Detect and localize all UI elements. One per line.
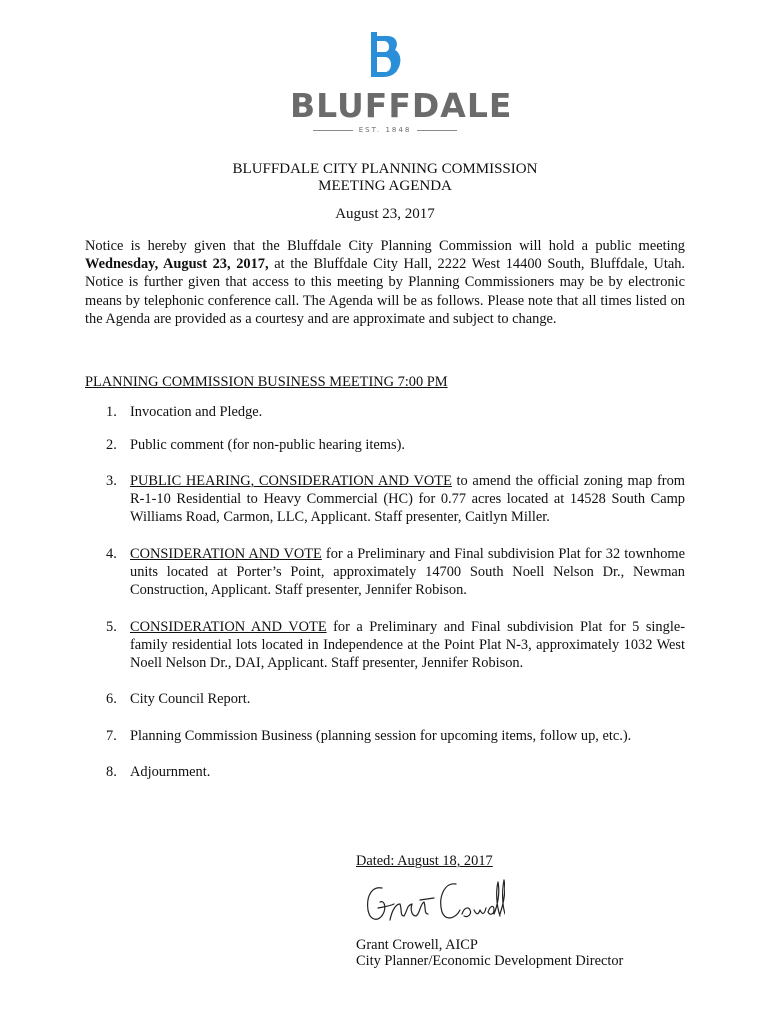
signer-name: Grant Crowell, AICP [356,937,478,953]
agenda-item-number: 4. [106,546,117,562]
agenda-item-text: Public comment (for non-public hearing items). [130,437,405,453]
logo-rule-right [417,130,457,131]
agenda-item-number: 1. [106,404,117,420]
signer-title: City Planner/Economic Development Director [356,953,624,969]
agenda-item-text [130,618,685,673]
meeting-date: August 23, 2017 [335,206,435,222]
handwritten-signature [360,874,505,934]
logo-wordmark: BLUFFDALE [290,86,513,125]
section-heading: PLANNING COMMISSION BUSINESS MEETING 7:00 PM [85,374,448,390]
agenda-item-heading: PUBLIC HEARING, CONSIDERATION AND VOTE [130,473,452,489]
agenda-item-heading: CONSIDERATION AND VOTE [130,619,327,635]
agenda-item-number: 7. [106,728,117,744]
agenda-item-text: Planning Commission Business (planning session for upcoming items, follow up, etc.). [130,728,632,744]
logo-established [290,124,480,136]
agenda-item-text: Invocation and Pledge. [130,404,263,420]
agenda-item-body: for a Preliminary and Final subdivision Plat for 5 single-family residential lots located in Independence at the Point Plat N-3, approximately 1032 West Noell Nelson Dr., DAI, Applicant. Staff presenter, Jennifer Robison. [130,619,686,672]
agenda-item-number: 5. [106,619,117,635]
agenda-title-line1: BLUFFDALE CITY PLANNING COMMISSION [232,161,538,177]
agenda-item-text [130,545,685,600]
agenda-title-line2: MEETING AGENDA [318,178,452,194]
notice-lead: Notice is hereby given that the Bluffdale City Planning Commission will hold a public meeting [85,238,685,254]
dated-line: Dated: August 18, 2017 [356,853,493,869]
agenda-item-number: 2. [106,437,117,453]
bluffdale-logo [290,30,513,135]
agenda-item-body: for a Preliminary and Final subdivision Plat for 32 townhome units located at Porter’s Point, approximately 14700 South Noell Nelson Dr., Newman Construction, Applicant. Staff presenter, Jennifer Robison. [130,546,686,599]
agenda-item-number: 3. [106,473,117,489]
agenda-item-number: 6. [106,691,117,707]
notice-rest: at the Bluffdale City Hall, 2222 West 14400 South, Bluffdale, Utah. Notice is further given that access to this meeting by Planning Commissioners may be by electronic means by telephonic conference call. The Agenda will be as follows. Please note that all times listed on the Agenda are provided as a courtesy and are approximate and subject to change. [85,256,686,327]
logo-est-text: EST. 1848 [358,126,412,134]
notice-bold-date: Wednesday, August 23, 2017, [85,256,269,273]
agenda-item-text: City Council Report. [130,691,251,707]
bluffdale-b-mark-icon [365,30,405,80]
agenda-item-heading: CONSIDERATION AND VOTE [130,546,322,562]
notice-paragraph [85,237,685,328]
agenda-item-body: to amend the official zoning map from R-1-10 Residential to Heavy Commercial (HC) for 0.77 acres located at 14528 South Camp Williams Road, Carmon, LLC, Applicant. Staff presenter, Caitlyn Miller. [130,473,685,526]
agenda-item-number: 8. [106,764,117,780]
logo-rule-left [313,130,353,131]
agenda-item-text: Adjournment. [130,764,211,780]
agenda-item-text [130,472,685,527]
